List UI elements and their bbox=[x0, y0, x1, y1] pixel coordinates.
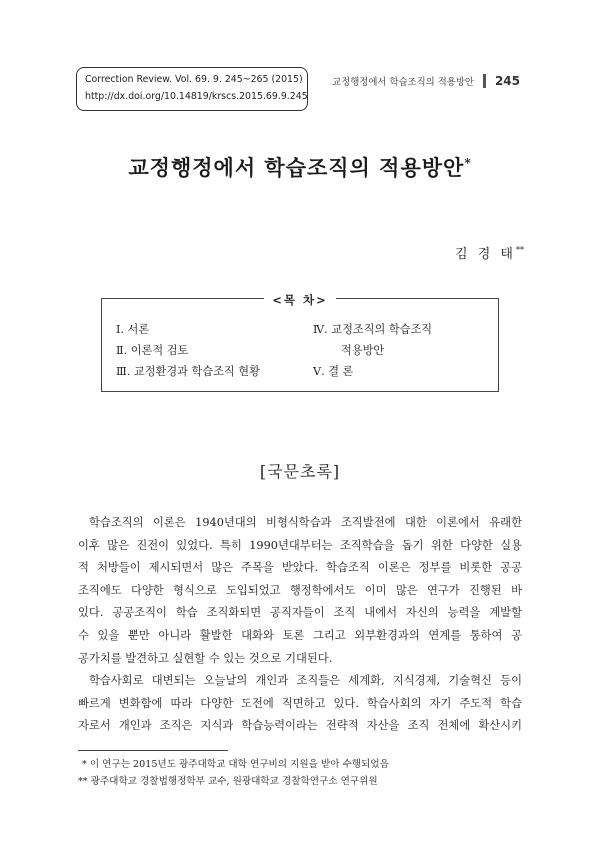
abstract-line: 수 있을 뿐만 아니라 활발한 대화와 토론 그리고 외부환경과의 연계를 통하여 공 bbox=[78, 628, 522, 642]
author-footnote-mark: ** bbox=[516, 245, 524, 255]
journal-citation-box bbox=[76, 67, 308, 111]
abstract-line: 공가치를 발견하고 실현할 수 있는 것으로 기대된다. bbox=[78, 651, 333, 665]
abstract-line: 있다. 공공조직이 학습 조직화되면 공직자들이 조직 내에서 자신의 능력을 계발할 bbox=[78, 606, 522, 620]
title-footnote-mark: * bbox=[464, 156, 472, 170]
footnote: ** 광주대학교 경찰법행정학부 교수, 원광대학교 경찰학연구소 연구위원 bbox=[78, 776, 378, 787]
abstract-line: 학습조직의 이론은 1940년대의 비형식학습과 조직발전에 대한 이론에서 유래한 bbox=[89, 516, 522, 529]
running-head bbox=[330, 74, 520, 88]
toc-left-column bbox=[116, 319, 260, 382]
page-number: 245 bbox=[494, 74, 520, 88]
abstract-line: 빠르게 변화함에 따라 다양한 도전에 직면하고 있다. 학습사회의 자기 주도적 학습 bbox=[78, 696, 522, 710]
abstract-line: 자로서 개인과 조직은 지식과 학습능력이라는 전략적 자산을 조직 전체에 확산시키 bbox=[78, 719, 522, 733]
toc-item: Ⅳ. 교정조직의 학습조직 bbox=[313, 323, 433, 336]
abstract-line: 학습사회로 대변되는 오늘날의 개인과 조직들은 세계화, 지식경제, 기술혁신 등이 bbox=[89, 674, 522, 688]
abstract-line: 적 처방들이 제시되면서 많은 주목을 받았다. 학습조직 이론은 정부를 비롯한 공공 bbox=[78, 561, 522, 575]
paper-title-text: 교정행정에서 학습조직의 적용방안 bbox=[128, 155, 465, 180]
toc-right-column bbox=[313, 319, 432, 382]
footnote: * 이 연구는 2015년도 광주대학교 대학 연구비의 지원을 받아 수행되었음 bbox=[82, 759, 389, 770]
toc-heading-text: <목 차> bbox=[264, 293, 336, 307]
author-name: 김 경 태 bbox=[455, 247, 516, 262]
abstract-body bbox=[78, 512, 522, 738]
author-line bbox=[455, 243, 524, 262]
journal-citation: Correction Review. Vol. 69. 9. 245~265 (2015) bbox=[85, 74, 303, 85]
table-of-contents bbox=[101, 293, 499, 392]
toc-heading bbox=[102, 289, 498, 308]
journal-doi: http://dx.doi.org/10.14819/krscs.2015.69.9.245 bbox=[85, 91, 308, 102]
running-head-separator bbox=[483, 74, 486, 88]
footnotes bbox=[78, 756, 522, 790]
abstract-line: 조직에도 다양한 형식으로 도입되었고 행정학에서도 이미 많은 연구가 진행된 바 bbox=[78, 583, 522, 597]
toc-item: Ⅲ. 교정환경과 학습조직 현황 bbox=[116, 365, 260, 378]
toc-item: Ⅴ. 결 론 bbox=[313, 365, 354, 378]
abstract-line: 이후 많은 진전이 있었다. 특히 1990년대부터는 조직학습을 돕기 위한 다양한 실용 bbox=[78, 538, 522, 552]
toc-item: Ⅰ. 서론 bbox=[116, 323, 150, 336]
paper-title bbox=[0, 152, 600, 182]
toc-item: Ⅱ. 이론적 검토 bbox=[116, 344, 189, 357]
abstract-heading: [국문초록] bbox=[259, 462, 341, 481]
footnote-rule bbox=[78, 750, 228, 751]
toc-item-continuation: 적용방안 bbox=[341, 344, 385, 357]
running-head-title: 교정행정에서 학습조직의 적용방안 bbox=[332, 77, 474, 88]
